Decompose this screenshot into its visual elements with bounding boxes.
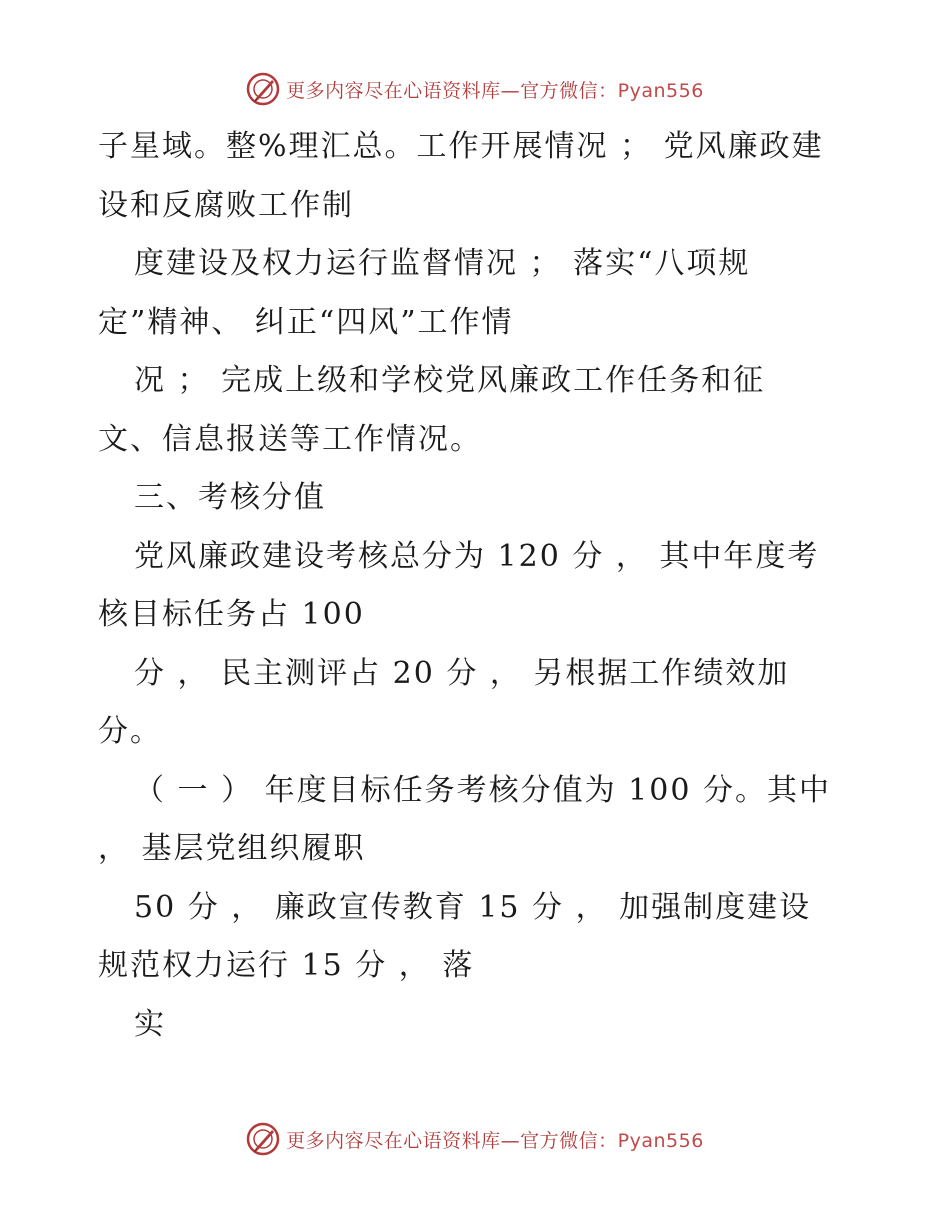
text-line-6: 文、信息报送等工作情况。 [98, 421, 482, 457]
pen-logo-icon [246, 1122, 280, 1156]
text-line-8: 党风廉政建设考核总分为 120 分 ， 其中年度考 [134, 538, 820, 574]
text-line-4: 定”精神、 纠正“四风”工作情 [98, 304, 514, 340]
text-line-11: 分。 [98, 714, 162, 749]
section-heading: 三、考核分值 [134, 480, 326, 515]
text-line-14: 50 分 ， 廉政宣传教育 15 分 ， 加强制度建设 [134, 889, 812, 925]
document-body [98, 118, 858, 1054]
text-line-16: 实 [134, 1006, 166, 1042]
text-line-10: 分 ， 民主测评占 20 分 ， 另根据工作绩效加 [134, 655, 790, 691]
text-line-5: 况 ； 完成上级和学校党风廉政工作任务和征 [134, 363, 766, 398]
text-line-13: ， 基层党组织履职 [98, 831, 366, 866]
text-line-3: 度建设及权力运行监督情况 ； 落实“八项规 [134, 246, 751, 281]
text-line-9: 核目标任务占 100 [98, 597, 365, 632]
watermark-text: 更多内容尽在心语资料库—官方微信：Pyan556 [286, 79, 704, 102]
footer-watermark [0, 1122, 950, 1156]
text-line-1: 子星域。整%理汇总。工作开展情况 ； 党风廉政建 [98, 129, 824, 164]
text-line-15: 规范权力运行 15 分 ， 落 [98, 948, 475, 983]
text-line-12: （ 一 ） 年度目标任务考核分值为 100 分。其中 [134, 772, 831, 808]
watermark-text: 更多内容尽在心语资料库—官方微信：Pyan556 [286, 1129, 704, 1152]
header-watermark [0, 72, 950, 106]
pen-logo-icon [246, 72, 280, 106]
text-line-2: 设和反腐败工作制 [98, 187, 354, 223]
